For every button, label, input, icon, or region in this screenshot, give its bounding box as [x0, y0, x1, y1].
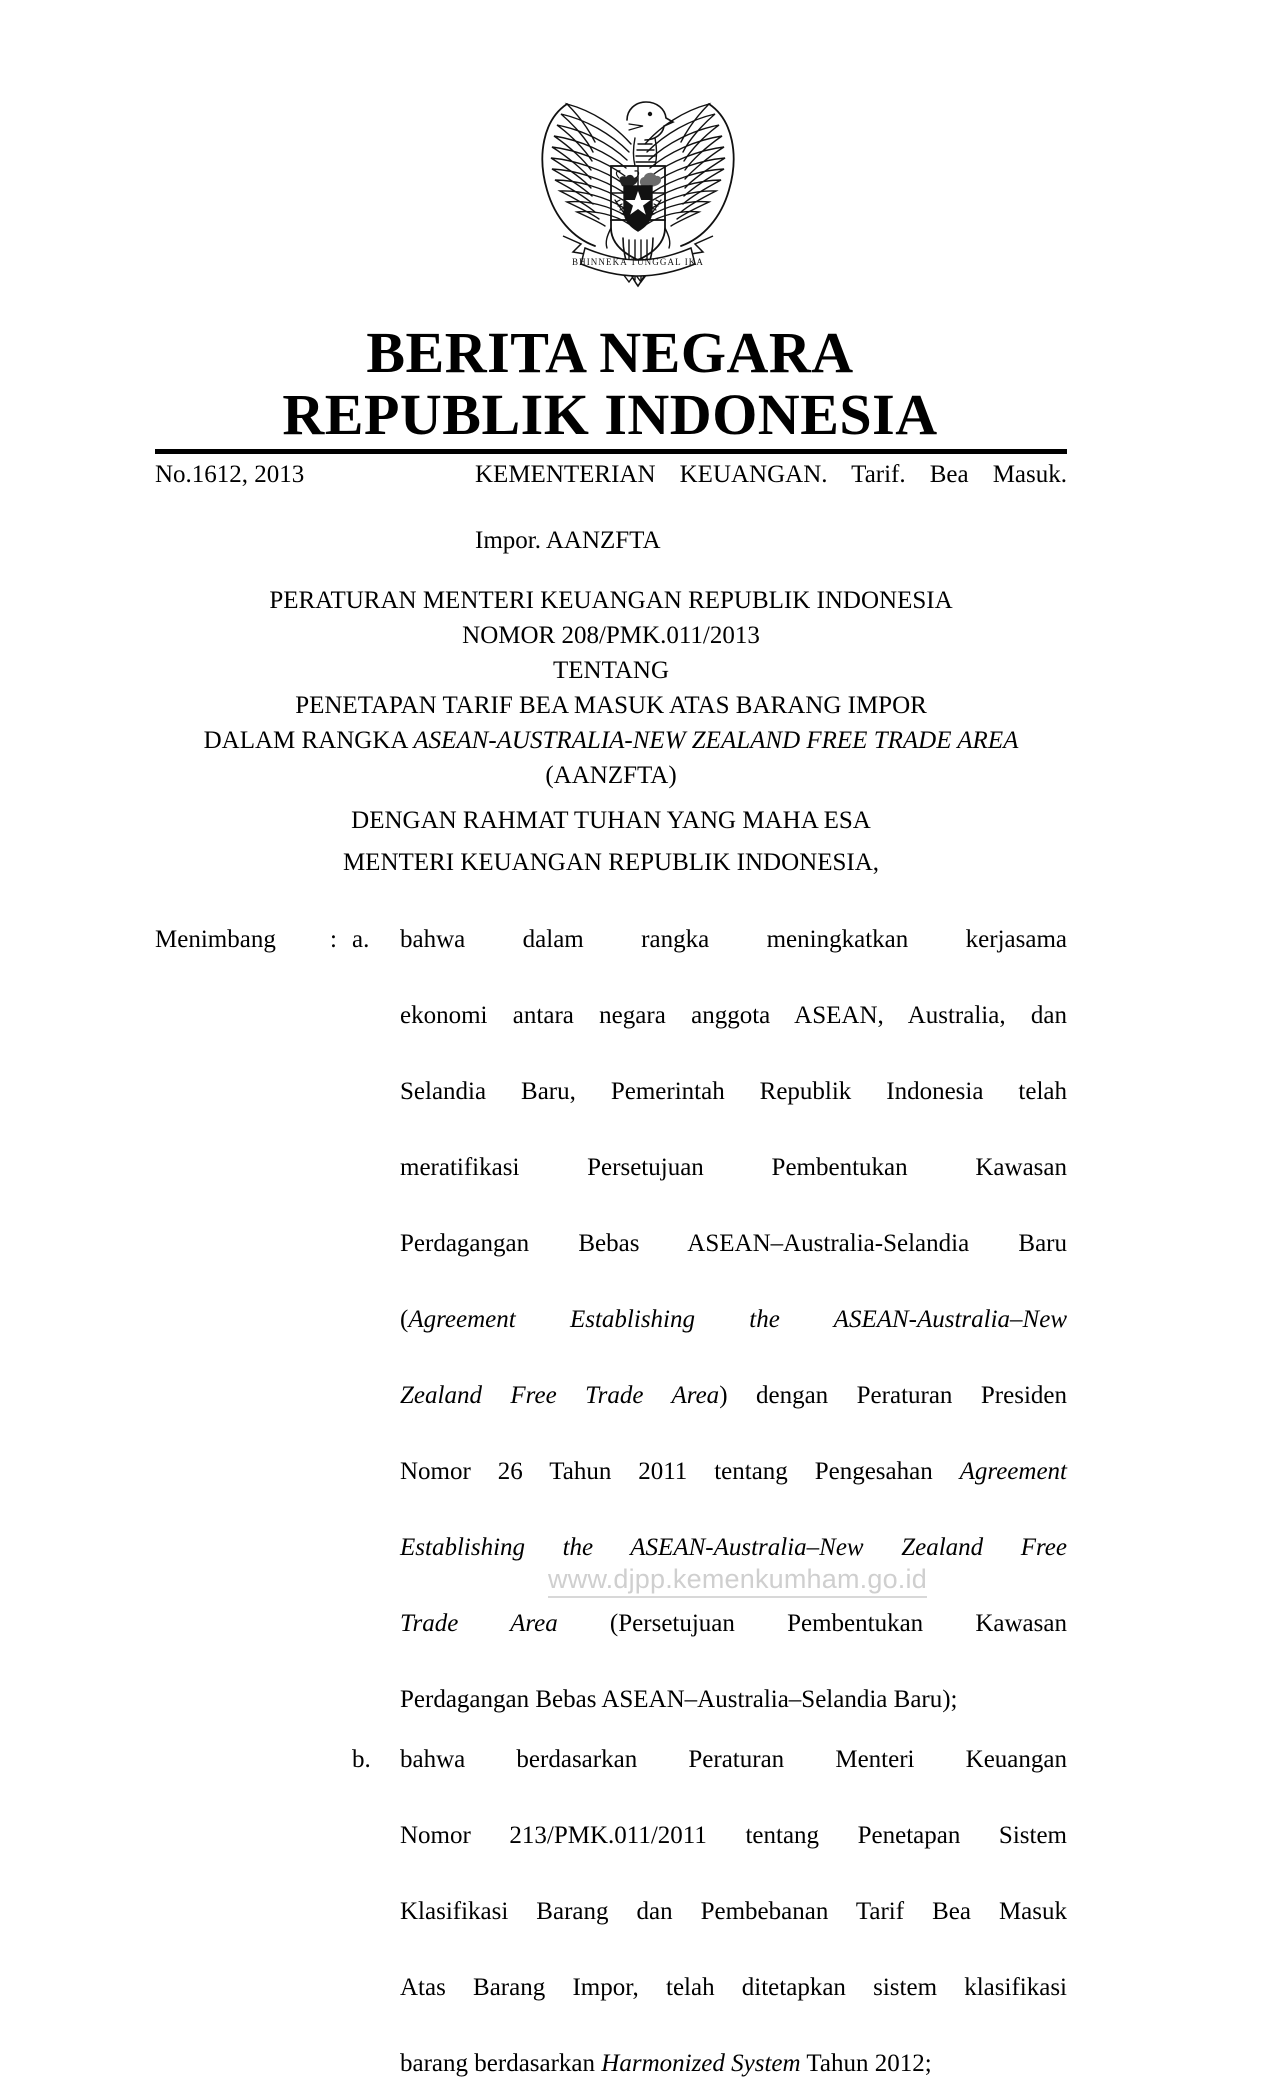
footer-watermark-url[interactable]: www.djpp.kemenkumham.go.id [548, 1562, 927, 1598]
gazette-subject-line-1: KEMENTERIAN KEUANGAN. Tarif. Bea Masuk. [475, 461, 1067, 488]
text-phrase: (Persetujuan Pembentukan Kawasan [557, 1610, 1067, 1637]
title-line-abbrev: (AANZFTA) [545, 762, 677, 789]
italic-phrase: Agreement [959, 1458, 1067, 1485]
title-line-number: NOMOR 208/PMK.011/2013 [462, 622, 760, 649]
text-phrase: ( [400, 1306, 409, 1333]
consideration-line [400, 1741, 1067, 1817]
masthead-divider-rule [155, 449, 1067, 454]
consideration-line [400, 1969, 1067, 2045]
masthead-line-2: REPUBLIK INDONESIA [282, 382, 938, 447]
consideration-item-a [155, 921, 1067, 1719]
italic-phrase: Zealand Free Trade Area [400, 1382, 720, 1409]
text-phrase: barang berdasarkan [400, 2050, 602, 2077]
gazette-subject-line-2: Impor. AANZFTA [475, 527, 661, 554]
emblem-container [0, 78, 1275, 298]
consideration-line [400, 1073, 1067, 1149]
consideration-line [400, 1149, 1067, 1225]
masthead-line-1: BERITA NEGARA [366, 320, 854, 385]
gazette-subject [475, 458, 1067, 557]
text-phrase: meratifikasi Persetujuan Pembentukan Kawasan [400, 1154, 1067, 1181]
text-phrase: Perdagangan Bebas ASEAN–Australia–Selandia Baru); [400, 1686, 958, 1713]
consideration-line [400, 1377, 1067, 1453]
consideration-line [400, 1817, 1067, 1893]
text-phrase: Perdagangan Bebas ASEAN–Australia-Selandia Baru [400, 1230, 1067, 1257]
consideration-line [400, 1453, 1067, 1529]
consideration-line [400, 1225, 1067, 1301]
consideration-line [400, 1681, 1067, 1719]
regulation-title-block [155, 583, 1067, 793]
text-phrase: bahwa dalam rangka meningkatkan kerjasama [400, 926, 1067, 953]
considerations-label: Menimbang [155, 926, 276, 953]
considerations-colon: : [330, 926, 337, 953]
italic-phrase: Establishing the ASEAN-Australia–New Zealand Free [400, 1534, 1067, 1561]
italic-phrase: Harmonized System [601, 2050, 801, 2077]
consideration-line [400, 1893, 1067, 1969]
text-phrase: Nomor 213/PMK.011/2011 tentang Penetapan Sistem [400, 1822, 1067, 1849]
considerations-section [155, 921, 1067, 2083]
consideration-letter-a: a. [352, 926, 370, 953]
consideration-line [400, 2045, 1067, 2083]
title-line-subject: PENETAPAN TARIF BEA MASUK ATAS BARANG IMPOR [295, 692, 927, 719]
consideration-letter-b: b. [352, 1746, 371, 1773]
invocation-line-2: MENTERI KEUANGAN REPUBLIK INDONESIA, [342, 849, 880, 876]
emblem-motto-text: BHINNEKA TUNGGAL IKA [571, 257, 704, 267]
consideration-line [400, 997, 1067, 1073]
text-phrase: ekonomi antara negara anggota ASEAN, Australia, dan [400, 1002, 1067, 1029]
text-phrase: bahwa berdasarkan Peraturan Menteri Keuangan [400, 1746, 1067, 1773]
text-phrase: Nomor 26 Tahun 2011 tentang Pengesahan [400, 1458, 960, 1485]
text-phrase: Tahun 2012; [800, 2050, 932, 2077]
text-phrase: Selandia Baru, Pemerintah Republik Indonesia telah [400, 1078, 1067, 1105]
header-meta-row [155, 458, 1067, 557]
text-phrase: Klasifikasi Barang dan Pembebanan Tarif Bea Masuk [400, 1898, 1067, 1925]
consideration-item-b [155, 1741, 1067, 2083]
text-phrase: Atas Barang Impor, telah ditetapkan sistem klasifikasi [400, 1974, 1067, 2001]
consideration-line [400, 921, 1067, 997]
masthead [155, 322, 1065, 446]
gazette-number: No.1612, 2013 [155, 461, 305, 488]
footer-watermark-container [0, 1562, 1275, 1598]
invocation-line-1: DENGAN RAHMAT TUHAN YANG MAHA ESA [351, 807, 871, 834]
text-phrase: ) dengan Peraturan Presiden [719, 1382, 1067, 1409]
garuda-pancasila-emblem [523, 78, 753, 293]
consideration-line [400, 1301, 1067, 1377]
title-line-tentang: TENTANG [552, 657, 670, 684]
title-framework-prefix: DALAM RANGKA [203, 727, 414, 754]
consideration-line [400, 1605, 1067, 1681]
italic-phrase: Trade Area [400, 1610, 558, 1637]
consideration-text-a [400, 921, 1067, 1719]
title-line-framework [155, 723, 1067, 758]
italic-phrase: Agreement Establishing the ASEAN-Australia–New [408, 1306, 1067, 1333]
title-framework-italic: ASEAN-AUSTRALIA-NEW ZEALAND FREE TRADE AREA [413, 727, 1019, 754]
invocation-block [155, 800, 1067, 884]
title-line-authority: PERATURAN MENTERI KEUANGAN REPUBLIK INDONESIA [269, 587, 953, 614]
consideration-text-b [400, 1741, 1067, 2083]
